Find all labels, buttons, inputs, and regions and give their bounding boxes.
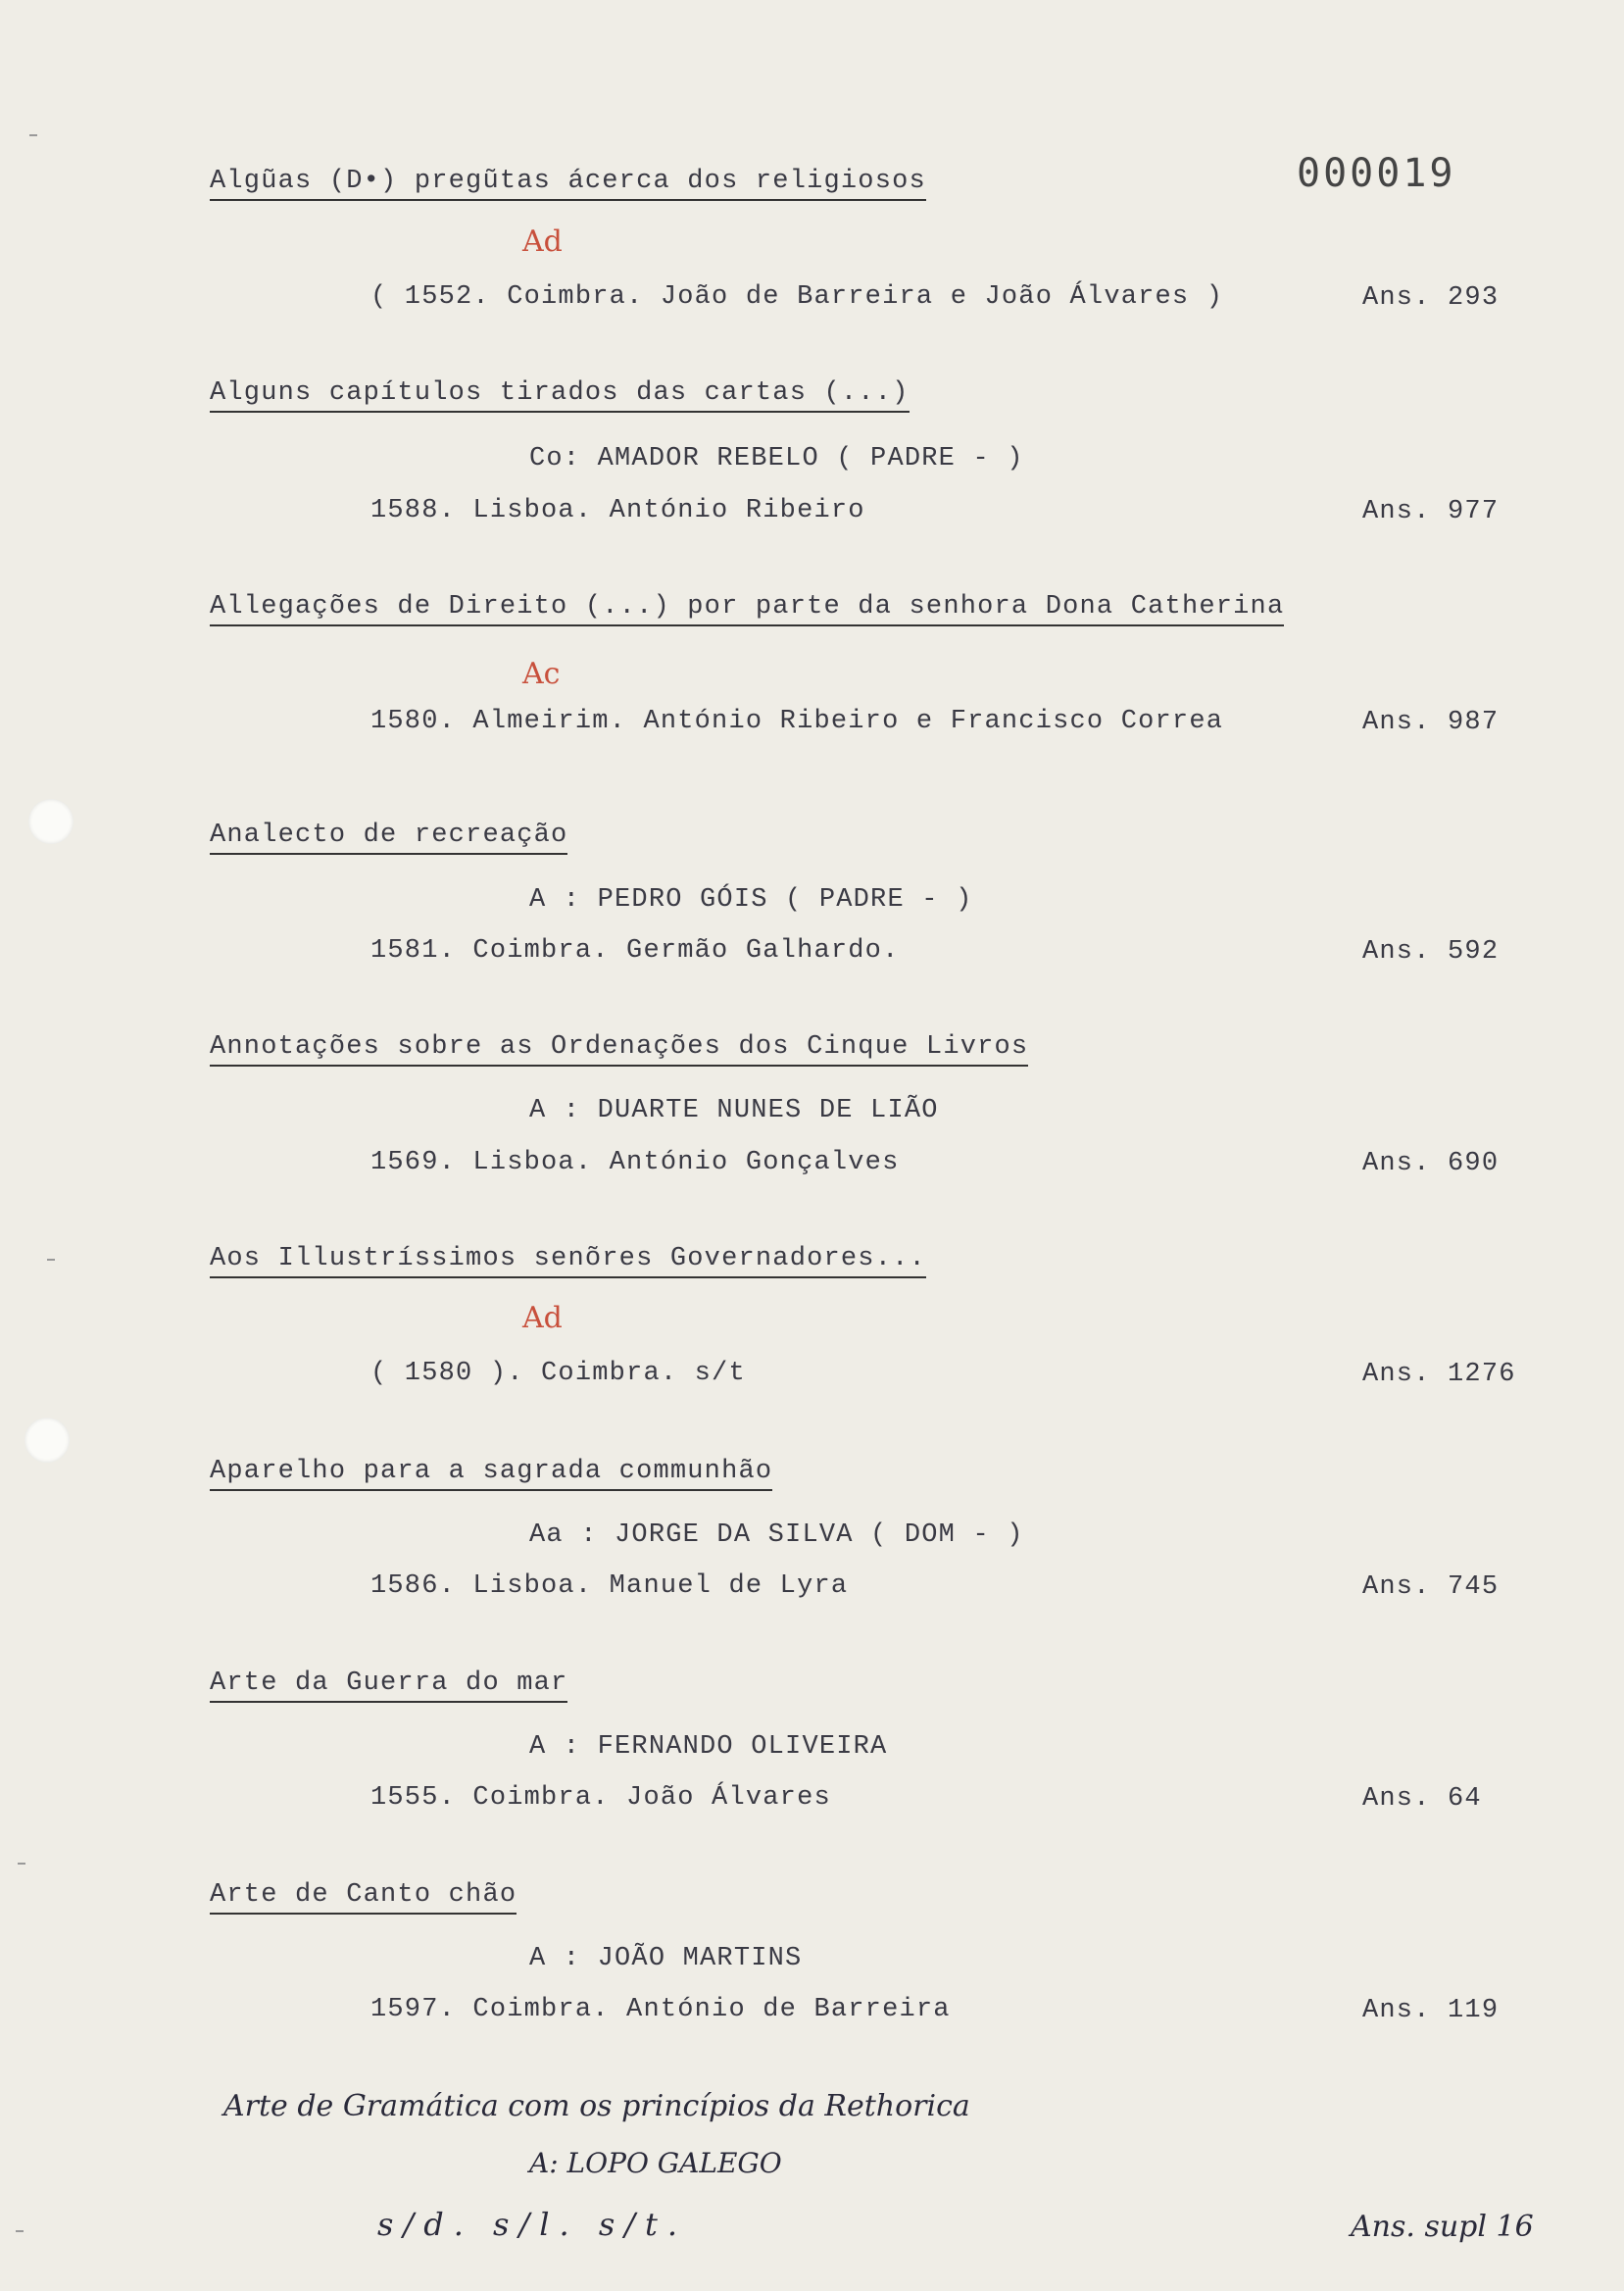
entry-mark: Ad [522,224,563,259]
entry-ans: Ans. 745 [1362,1572,1500,1602]
entry-author: A : DUARTE NUNES DE LIÃO [529,1096,939,1125]
entry-ans: Ans. 293 [1362,283,1500,313]
entry-author: Aa : JORGE DA SILVA ( DOM - ) [529,1520,1024,1550]
entry-ans: Ans. 119 [1362,1996,1500,2025]
entry-imprint: ( 1552. Coimbra. João de Barreira e João Álvares ) [370,282,1224,312]
margin-tick [16,2230,24,2232]
margin-tick [47,1259,55,1261]
entry-mark: Ad [522,1301,563,1335]
entry-title: Alguns capítulos tirados das cartas (...) [210,378,910,413]
margin-tick [29,134,37,136]
entry-ans: Ans. 1276 [1362,1360,1516,1389]
entry-title: Analecto de recreação [210,821,567,855]
punch-hole-bottom [25,1418,70,1463]
entry-ans: Ans. 592 [1362,937,1500,967]
entry-ans: Ans. 690 [1362,1149,1500,1178]
entry-title: Arte de Canto chão [210,1880,517,1915]
entry-title: Aparelho para a sagrada communhão [210,1457,772,1491]
entry-mark: Ac [522,657,561,691]
entry-ans: Ans. 64 [1362,1784,1482,1814]
entry-ans: Ans. 987 [1362,708,1500,737]
entry-author: A : FERNANDO OLIVEIRA [529,1732,888,1762]
serial-number: 000019 [1297,151,1456,196]
handwritten-imprint: s/d. s/l. s/t. [377,2206,688,2243]
entry-title: Arte da Guerra do mar [210,1668,567,1703]
handwritten-author: A: LOPO GALEGO [529,2147,782,2179]
entry-author: A : PEDRO GÓIS ( PADRE - ) [529,885,973,915]
entry-title: Annotações sobre as Ordenações dos Cinque Livros [210,1032,1028,1067]
entry-imprint: 1569. Lisboa. António Gonçalves [370,1148,900,1177]
entry-imprint: 1588. Lisboa. António Ribeiro [370,496,865,525]
entry-ans: Ans. 977 [1362,497,1500,526]
entry-title: Aos Illustríssimos senõres Governadores... [210,1244,926,1278]
margin-tick [18,1863,25,1865]
handwritten-ans: Ans. supl 16 [1351,2210,1534,2244]
entry-imprint: 1597. Coimbra. António de Barreira [370,1995,951,2024]
entry-author: A : JOÃO MARTINS [529,1944,803,1973]
entry-imprint: 1586. Lisboa. Manuel de Lyra [370,1571,849,1601]
entry-title: Algũas (D•) pregũtas ácerca dos religiosos [210,167,926,201]
entry-author: Co: AMADOR REBELO ( PADRE - ) [529,444,1024,473]
entry-imprint: 1580. Almeirim. António Ribeiro e Francisco Correa [370,707,1224,736]
punch-hole-top [28,799,74,844]
entry-imprint: 1555. Coimbra. João Álvares [370,1783,831,1813]
handwritten-title: Arte de Gramática com os princípios da Rethorica [223,2089,970,2123]
entry-title: Allegações de Direito (...) por parte da senhora Dona Catherina [210,592,1284,626]
entry-imprint: ( 1580 ). Coimbra. s/t [370,1359,746,1388]
entry-imprint: 1581. Coimbra. Germão Galhardo. [370,936,900,966]
